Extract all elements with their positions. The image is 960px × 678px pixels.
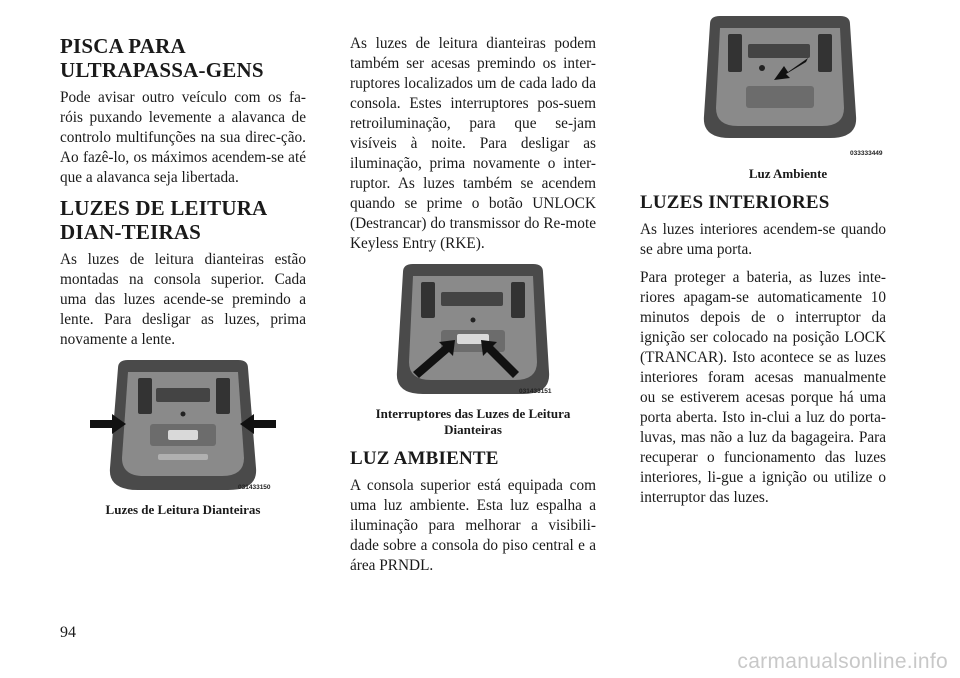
heading-luzes-interiores: LUZES INTERIORES — [640, 192, 830, 213]
figure-code: 033333449 — [850, 150, 883, 157]
figure-reading-lights — [88, 358, 278, 498]
paragraph-interiores-2: Para proteger a bateria, as luzes inte-riores apagam-se automaticamente 10 minutos depois de o interruptor da ignição ser colocado na posição LOCK (TRANCAR). Isto acontece se as luzes interiores foram acesas manualmente ou se estiverem acesas porque há uma porta aberta. Isto in-clui a luz do porta-luvas, mas não a luz da bagageira. Para recuperar o funcionamento das luzes interiores, li-gue a ignição ou utilize o interruptor das luzes. — [640, 269, 886, 506]
watermark: carmanualsonline.info — [737, 650, 948, 673]
column-right — [640, 34, 886, 516]
figure-caption: Interruptores das Luzes de Leitura Dianteiras — [375, 406, 571, 437]
console-illustration — [88, 358, 278, 498]
figure-code: 031433150 — [238, 484, 271, 491]
console-illustration — [383, 262, 563, 402]
figure-ambient-light — [690, 16, 890, 162]
heading-luz-ambiente: LUZ AMBIENTE — [350, 448, 499, 469]
paragraph-pisca: Pode avisar outro veículo com os fa-róis puxando levemente a alavanca de controlo multifunções na sua direc-ção. Ao fazê-lo, os máximos acendem-se até que a alavanca seja libertada. — [60, 89, 306, 186]
paragraph-luz-ambiente: A consola superior está equipada com uma luz ambiente. Esta luz espalha a iluminação para melhorar a visibili-dade sobre a consola do piso central e a área PRNDL. — [350, 477, 596, 574]
paragraph-interiores-1: As luzes interiores acendem-se quando se abre uma porta. — [640, 221, 886, 258]
heading-luzes-leitura: LUZES DE LEITURA DIAN-TEIRAS — [60, 196, 267, 244]
page-number: 94 — [60, 624, 76, 641]
figure-caption: Luzes de Leitura Dianteiras — [105, 502, 261, 517]
figure-code: 031433151 — [519, 388, 552, 395]
column-middle — [350, 34, 596, 584]
column-left — [60, 34, 306, 528]
heading-pisca-ultrapassagens: PISCA PARA ULTRAPASSA-GENS — [60, 34, 264, 82]
figure-switches — [383, 262, 563, 402]
console-illustration — [690, 16, 890, 162]
paragraph-interruptores: As luzes de leitura dianteiras podem também ser acesas premindo os inter-ruptores localizados um de cada lado da consola. Estes interruptores pos-suem retroiluminação, para que se-jam visíveis à noite. Para desligar as iluminação, prima novamente o inter-ruptor. As luzes também se acendem quando se prime o botão UNLOCK (Destrancar) do transmissor do Re-mote Keyless Entry (RKE). — [350, 35, 596, 252]
paragraph-luzes-leitura: As luzes de leitura dianteiras estão montadas na consola superior. Cada uma das luzes acende-se premindo a lente. Para desligar as luzes, prima novamente a lente. — [60, 251, 306, 348]
figure-caption: Luz Ambiente — [748, 166, 828, 181]
